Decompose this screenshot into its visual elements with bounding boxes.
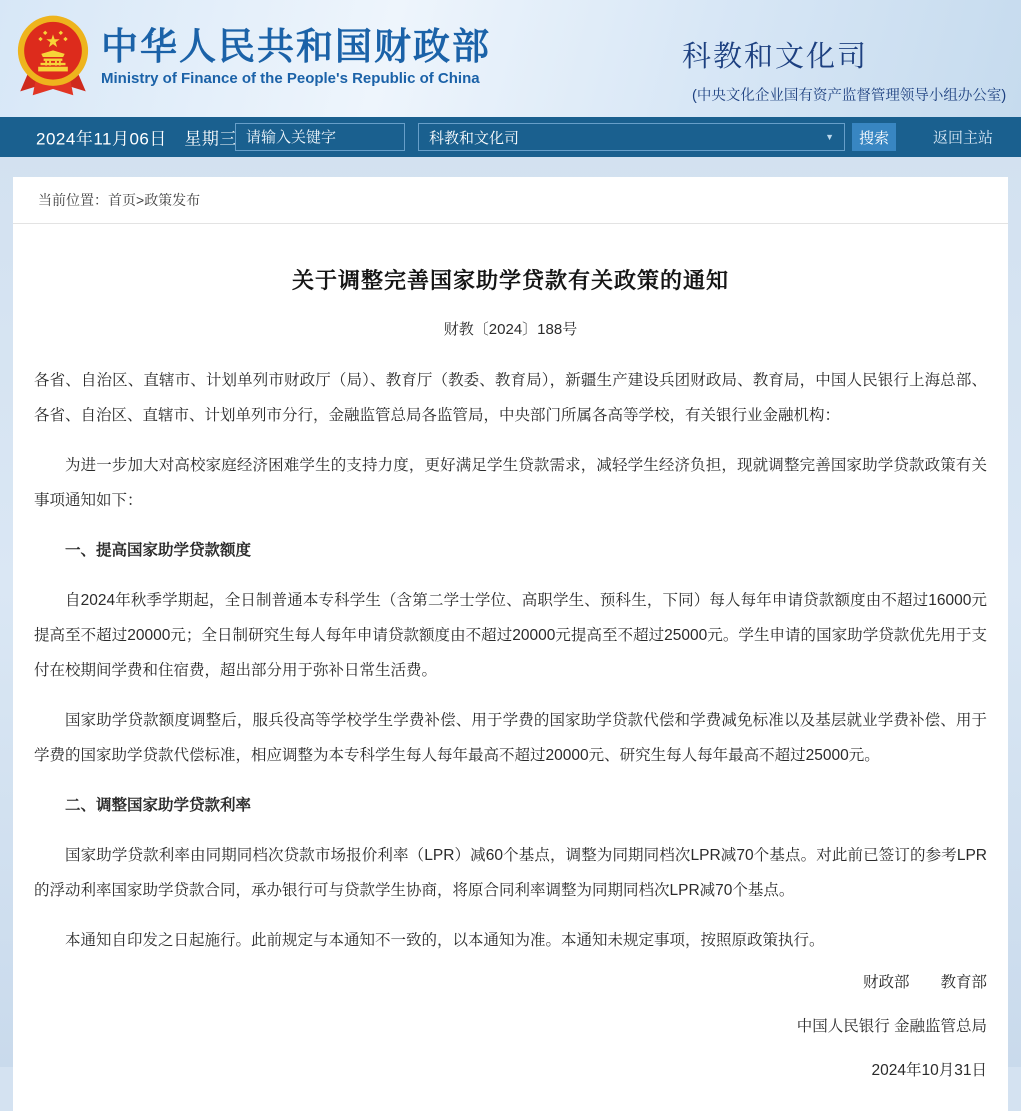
navbar bbox=[0, 117, 1021, 157]
breadcrumb-separator: > bbox=[136, 192, 145, 208]
department-dropdown-value: 科教和文化司 bbox=[429, 129, 520, 147]
article-paragraph: 为进一步加大对高校家庭经济困难学生的支持力度，更好满足学生贷款需求，减轻学生经济负担，现就调整完善国家助学贷款政策有关事项通知如下： bbox=[34, 457, 987, 509]
department-subtitle: (中央文化企业国有资产监督管理领导小组办公室) bbox=[692, 88, 1007, 104]
section-heading: 一、提高国家助学贷款额度 bbox=[65, 542, 252, 559]
site-subtitle-en: Ministry of Finance of the People's Republic of China bbox=[101, 70, 480, 88]
document-title: 关于调整完善国家助学贷款有关政策的通知 bbox=[291, 268, 729, 293]
content-card bbox=[13, 177, 1008, 1111]
department-dropdown[interactable] bbox=[418, 123, 845, 151]
signature-line: 2024年10月31日 bbox=[871, 1062, 987, 1079]
article-paragraph: 国家助学贷款利率由同期同档次贷款市场报价利率（LPR）减60个基点，调整为同期同档次LPR减70个基点。对此前已签订的参考LPR的浮动利率国家助学贷款合同，承办银行可与贷款学生协商，将原合同利率调整为同期同档次LPR减70个基点。 bbox=[34, 847, 987, 899]
department-title: 科教和文化司 bbox=[682, 41, 869, 73]
site-title: 中华人民共和国财政部 bbox=[101, 25, 491, 67]
signature-line: 财政部 教育部 bbox=[862, 974, 987, 991]
chevron-down-icon: ▼ bbox=[825, 131, 834, 142]
return-home-link[interactable]: 返回主站 bbox=[933, 129, 994, 147]
national-emblem-icon bbox=[14, 12, 92, 102]
article bbox=[13, 264, 1008, 1111]
section-heading: 二、调整国家助学贷款利率 bbox=[65, 797, 252, 814]
article-paragraph: 国家助学贷款额度调整后，服兵役高等学校学生学费补偿、用于学费的国家助学贷款代偿和学费减免标准以及基层就业学费补偿、用于学费的国家助学贷款代偿标准，相应调整为本专科学生每人每年最高不超过20000元、研究生每人每年最高不超过25000元。 bbox=[34, 712, 987, 764]
breadcrumb-current-link[interactable]: 政策发布 bbox=[144, 192, 201, 208]
article-paragraph: 自2024年秋季学期起，全日制普通本专科学生（含第二学士学位、高职学生、预科生，下同）每人每年申请贷款额度由不超过16000元提高至不超过20000元；全日制研究生每人每年申请贷款额度由不超过20000元提高至不超过25000元。学生申请的国家助学贷款优先用于支付在校期间学费和住宿费，超出部分用于弥补日常生活费。 bbox=[34, 592, 987, 679]
breadcrumb-prefix: 当前位置： bbox=[38, 192, 108, 208]
document-number: 财教〔2024〕188号 bbox=[443, 321, 578, 338]
article-paragraph: 本通知自印发之日起施行。此前规定与本通知不一致的，以本通知为准。本通知未规定事项，按照原政策执行。 bbox=[65, 932, 825, 949]
date-display: 2024年11月06日 星期三 bbox=[36, 129, 237, 149]
search-button[interactable]: 搜索 bbox=[852, 123, 896, 151]
breadcrumb-home-link[interactable]: 首页 bbox=[108, 192, 136, 208]
signature-line: 中国人民银行 金融监管总局 bbox=[796, 1018, 987, 1035]
article-body bbox=[34, 363, 987, 958]
signature-block bbox=[34, 973, 987, 1081]
brand-text bbox=[101, 27, 491, 88]
article-paragraph: 各省、自治区、直辖市、计划单列市财政厅（局）、教育厅（教委、教育局），新疆生产建设兵团财政局、教育局，中国人民银行上海总部、各省、自治区、直辖市、计划单列市分行，金融监管总局各监管局，中央部门所属各高等学校，有关银行业金融机构： bbox=[34, 372, 987, 424]
search-input[interactable] bbox=[235, 123, 405, 151]
breadcrumb bbox=[13, 177, 1008, 224]
site-logo-link[interactable] bbox=[14, 12, 491, 102]
department-header bbox=[668, 34, 1016, 105]
site-header bbox=[0, 0, 1021, 117]
